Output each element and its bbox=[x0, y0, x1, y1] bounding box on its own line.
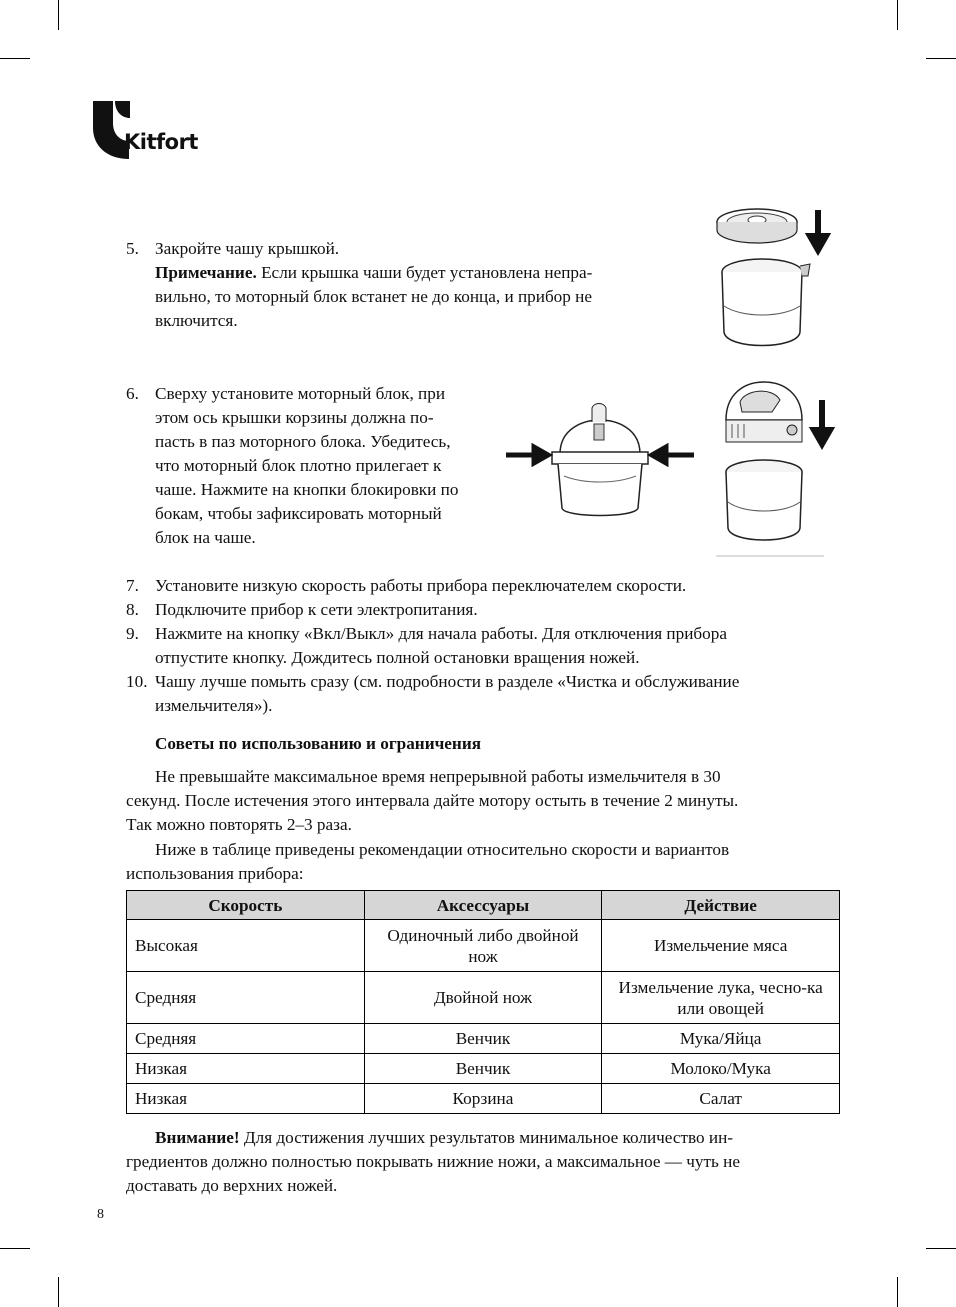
table-cell: Высокая bbox=[127, 920, 365, 972]
column-header: Действие bbox=[602, 891, 840, 920]
step-number: 5. bbox=[126, 239, 139, 258]
crop-mark bbox=[926, 1248, 956, 1249]
step-text: чаше. Нажмите на кнопки блокировки по bbox=[155, 480, 459, 499]
lid-bowl-illustration bbox=[712, 200, 842, 360]
step-text: Нажмите на кнопку «Вкл/Выкл» для начала работы. Для отключения прибора bbox=[155, 624, 727, 643]
crop-mark bbox=[0, 58, 30, 59]
paragraph-line: Ниже в таблице приведены рекомендации относительно скорости и вариантов bbox=[155, 840, 730, 859]
brand-name: Kitfort bbox=[124, 130, 198, 154]
table-cell: Корзина bbox=[364, 1084, 602, 1114]
step-number: 8. bbox=[126, 600, 139, 619]
column-header: Скорость bbox=[127, 891, 365, 920]
table-cell: Низкая bbox=[127, 1054, 365, 1084]
table-cell: Одиночный либо двойной нож bbox=[364, 920, 602, 972]
step-text: Если крышка чаши будет установлена непра- bbox=[256, 263, 593, 282]
step-text: отпустите кнопку. Дождитесь полной остановки вращения ножей. bbox=[155, 648, 640, 667]
step-text: включится. bbox=[155, 311, 238, 330]
step-number: 10. bbox=[126, 672, 148, 691]
crop-mark bbox=[897, 1277, 898, 1307]
table-cell: Венчик bbox=[364, 1024, 602, 1054]
table-row bbox=[127, 1024, 840, 1054]
crop-mark bbox=[0, 1248, 30, 1249]
table-header-row bbox=[127, 891, 840, 920]
step-text: пасть в паз моторного блока. Убедитесь, bbox=[155, 432, 451, 451]
step-text: вильно, то моторный блок встанет не до конца, и прибор не bbox=[155, 287, 592, 306]
step-number: 7. bbox=[126, 576, 139, 595]
table-row bbox=[127, 1084, 840, 1114]
table-cell: Мука/Яйца bbox=[602, 1024, 840, 1054]
step-text: Чашу лучше помыть сразу (см. подробности в разделе «Чистка и обслуживание bbox=[155, 672, 740, 691]
step-text: бокам, чтобы зафиксировать моторный bbox=[155, 504, 442, 523]
step-text: Закройте чашу крышкой. bbox=[155, 239, 340, 258]
table-row bbox=[127, 1054, 840, 1084]
step-text: что моторный блок плотно прилегает к bbox=[155, 456, 442, 475]
step-number: 9. bbox=[126, 624, 139, 643]
table-row bbox=[127, 920, 840, 972]
note-label: Примечание. bbox=[155, 263, 257, 282]
step-text: Установите низкую скорость работы прибора переключателем скорости. bbox=[155, 576, 687, 595]
table-cell: Средняя bbox=[127, 1024, 365, 1054]
crop-mark bbox=[897, 0, 898, 30]
table-row bbox=[127, 972, 840, 1024]
table-cell: Салат bbox=[602, 1084, 840, 1114]
section-heading: Советы по использованию и ограничения bbox=[155, 734, 482, 753]
crop-mark bbox=[58, 0, 59, 30]
table-cell: Низкая bbox=[127, 1084, 365, 1114]
tips-paragraph-1 bbox=[126, 765, 840, 837]
paragraph-line: Так можно повторять 2–3 раза. bbox=[126, 815, 352, 834]
paragraph-line: Для достижения лучших результатов минимальное количество ин- bbox=[239, 1128, 734, 1147]
step-text: блок на чаше. bbox=[155, 528, 256, 547]
paragraph-line: секунд. После истечения этого интервала дайте мотору остыть в течение 2 минуты. bbox=[126, 791, 739, 810]
crop-mark bbox=[58, 1277, 59, 1307]
step-text: этом ось крышки корзины должна по- bbox=[155, 408, 434, 427]
paragraph-line: гредиентов должно полностью покрывать нижние ножи, а максимальное — чуть не bbox=[126, 1152, 740, 1171]
step-text: Подключите прибор к сети электропитания. bbox=[155, 600, 478, 619]
table-cell: Двойной нож bbox=[364, 972, 602, 1024]
step-text: измельчителя»). bbox=[155, 696, 273, 715]
paragraph-line: доставать до верхних ножей. bbox=[126, 1176, 338, 1195]
warning-paragraph bbox=[126, 1126, 840, 1198]
paragraph-line: использования прибора: bbox=[126, 864, 304, 883]
speed-table bbox=[126, 890, 840, 1114]
table-cell: Измельчение лука, чесно-ка или овощей bbox=[602, 972, 840, 1024]
step-number: 6. bbox=[126, 384, 139, 403]
page-number: 8 bbox=[97, 1207, 104, 1222]
motor-block-bowl-illustration bbox=[712, 372, 842, 560]
table-cell: Средняя bbox=[127, 972, 365, 1024]
step-text: Сверху установите моторный блок, при bbox=[155, 384, 446, 403]
paragraph-line: Не превышайте максимальное время непрерывной работы измельчителя в 30 bbox=[155, 767, 721, 786]
column-header: Аксессуары bbox=[364, 891, 602, 920]
lock-buttons-illustration bbox=[504, 398, 696, 522]
tips-paragraph-2 bbox=[126, 838, 840, 886]
table-cell: Измельчение мяса bbox=[602, 920, 840, 972]
crop-mark bbox=[926, 58, 956, 59]
table-cell: Венчик bbox=[364, 1054, 602, 1084]
table-cell: Молоко/Мука bbox=[602, 1054, 840, 1084]
warning-label: Внимание! bbox=[155, 1128, 240, 1147]
